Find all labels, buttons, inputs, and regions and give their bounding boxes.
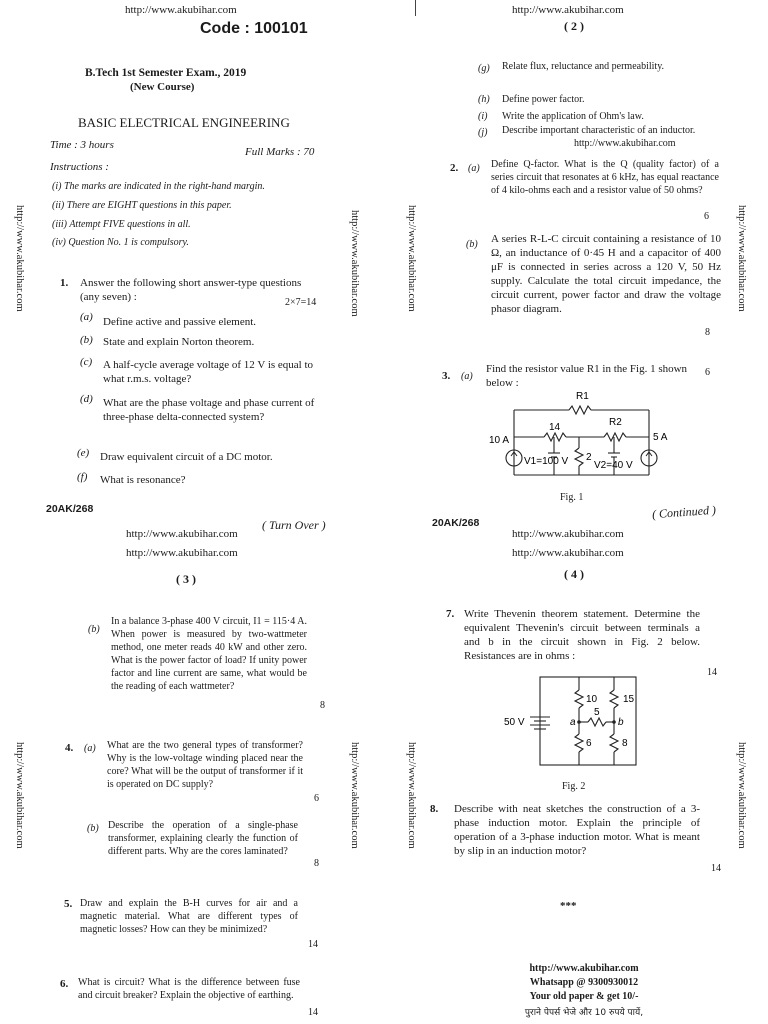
paper-code: Code : 100101 (200, 20, 308, 37)
fig2-v50-label: 50 V (504, 717, 525, 728)
q4a-marks: 6 (314, 793, 319, 804)
figure-1-circuit (484, 385, 684, 480)
q4a-text: What are the two general types of transformer? Why is the low-voltage winding placed near the core? What will be the output of transformer if it is operated on DC supply? (107, 740, 303, 790)
q8-number: 8. (430, 803, 439, 815)
header-url-2[interactable]: http://www.akubihar.com (512, 547, 624, 559)
fig2-r6-label: 6 (586, 738, 592, 749)
page-1 (0, 0, 384, 532)
header-url[interactable]: http://www.akubihar.com (126, 528, 238, 540)
q1-marks: 2×7=14 (285, 297, 317, 308)
side-url-left: http://www.akubihar.com (406, 742, 417, 849)
fig2-r8-label: 8 (622, 738, 628, 749)
binding-mark (415, 0, 416, 16)
fig1-v1-label: V1=100 V (524, 456, 569, 467)
q5-marks: 14 (308, 939, 318, 950)
q7-number: 7. (446, 608, 455, 620)
q4a-label: (a) (84, 743, 96, 754)
q1g-text: Relate flux, reluctance and permeability. (502, 61, 665, 72)
figure-2-circuit (504, 672, 654, 772)
q3b-marks: 8 (320, 700, 325, 711)
q8-marks: 14 (711, 863, 721, 874)
fig1-r1-label: R1 (576, 391, 589, 402)
page-3 (0, 512, 384, 1024)
footer-code: 20AK/268 (46, 503, 94, 515)
fig1-r2-label: R2 (609, 417, 622, 428)
q6-text: What is circuit? What is the difference between fuse and circuit breaker? Explain the objective of earthing. (78, 977, 300, 1001)
q1i-label: (i) (478, 111, 488, 122)
header-url[interactable]: http://www.akubihar.com (125, 4, 237, 16)
q1b-text: State and explain Norton theorem. (103, 336, 255, 348)
q1a-label: (a) (80, 311, 93, 323)
side-url-right: http://www.akubihar.com (349, 210, 360, 317)
fig2-a-label: a (570, 717, 576, 728)
q5-number: 5. (64, 898, 73, 910)
instructions-title: Instructions : (50, 161, 109, 173)
q3a-marks: 6 (705, 367, 710, 378)
fig2-r10-label: 10 (586, 694, 598, 705)
q1e-text: Draw equivalent circuit of a DC motor. (100, 451, 273, 463)
q1e-label: (e) (77, 447, 90, 459)
instruction-3: (iii) Attempt FIVE questions in all. (52, 219, 191, 230)
q1h-label: (h) (478, 94, 490, 105)
promo-url[interactable]: http://www.akubihar.com (529, 963, 639, 974)
side-url-left: http://www.akubihar.com (14, 742, 25, 849)
footer-code: 20AK/268 (432, 517, 480, 529)
side-url-right: http://www.akubihar.com (736, 742, 747, 849)
header-url-2[interactable]: http://www.akubihar.com (126, 547, 238, 559)
exam-title: B.Tech 1st Semester Exam., 2019 (85, 67, 247, 79)
fig2-b-label: b (618, 717, 624, 728)
q1-stem: Answer the following short answer-type questions (any seven) : (80, 277, 302, 303)
q5-text: Draw and explain the B-H curves for air and a magnetic material. What are different types of magnetic losses? How can they be minimized? (80, 898, 298, 935)
q1f-label: (f) (77, 471, 88, 483)
q6-marks: 14 (308, 1007, 318, 1018)
q1j-label: (j) (478, 127, 488, 138)
course-type: (New Course) (130, 81, 195, 93)
q3a-label: (a) (461, 371, 473, 382)
end-stars: *** (560, 900, 577, 912)
instruction-1: (i) The marks are indicated in the right-hand margin. (52, 181, 265, 192)
page-number: ( 4 ) (564, 567, 584, 581)
q3-number: 3. (442, 370, 451, 382)
q2b-text: A series R-L-C circuit containing a resistance of 10 Ω, an inductance of 0·45 H and a capacitor of 400 μF is connected in series across a 120 V, 50 Hz supply. Calculate the total circuit impedance, the circuit current, power factor and draw the voltage phasor diagram. (491, 233, 721, 315)
side-url-left: http://www.akubihar.com (406, 205, 417, 312)
q1f-text: What is resonance? (100, 474, 186, 486)
subject-title: BASIC ELECTRICAL ENGINEERING (78, 115, 290, 130)
q6-number: 6. (60, 978, 69, 990)
side-url-right: http://www.akubihar.com (736, 205, 747, 312)
side-url-left: http://www.akubihar.com (14, 205, 25, 312)
q4b-label: (b) (87, 823, 99, 834)
promo-whatsapp: Whatsapp @ 9300930012 (529, 977, 639, 988)
fig1-i5-label: 5 A (653, 432, 668, 443)
fig1-caption: Fig. 1 (560, 492, 584, 503)
page-number: ( 3 ) (176, 572, 196, 586)
full-marks: Full Marks : 70 (245, 146, 315, 158)
instruction-2: (ii) There are EIGHT questions in this paper. (52, 200, 232, 211)
q1g-label: (g) (478, 63, 490, 74)
page-number: ( 2 ) (564, 19, 584, 33)
q4b-marks: 8 (314, 858, 319, 869)
header-url[interactable]: http://www.akubihar.com (512, 4, 624, 16)
promo-offer: Your old paper & get 10/- (529, 991, 639, 1002)
q7-marks: 14 (707, 667, 717, 678)
q1c-label: (c) (80, 356, 93, 368)
q1h-text: Define power factor. (502, 94, 585, 105)
q1b-label: (b) (80, 334, 93, 346)
page-2 (384, 0, 768, 529)
inline-url[interactable]: http://www.akubihar.com (574, 138, 676, 149)
q2a-marks: 6 (704, 211, 709, 222)
q2-number: 2. (450, 162, 459, 174)
q4b-text: Describe the operation of a single-phase transformer, explaining clearly the function of different parts. Why are the cores laminated? (108, 820, 298, 857)
q7-text: Write Thevenin theorem statement. Determine the equivalent Thevenin's circuit between terminals a and b in the circuit shown in Fig. 2 below. Resistances are in ohms : (464, 608, 700, 662)
q2a-label: (a) (468, 163, 480, 174)
fig2-r5-label: 5 (594, 707, 600, 718)
q2b-marks: 8 (705, 327, 710, 338)
instruction-4: (iv) Question No. 1 is compulsory. (52, 237, 189, 248)
header-url[interactable]: http://www.akubihar.com (512, 528, 624, 540)
q1j-text: Describe important characteristic of an inductor. (502, 125, 696, 136)
q1d-text: What are the phase voltage and phase current of three-phase delta-connected system? (103, 397, 315, 423)
page-4 (384, 512, 768, 1024)
q1i-text: Write the application of Ohm's law. (502, 111, 644, 122)
fig1-r14-label: 14 (549, 422, 561, 433)
side-url-right: http://www.akubihar.com (349, 742, 360, 849)
fig1-i10-label: 10 A (489, 435, 510, 446)
q1-number: 1. (60, 277, 69, 289)
fig1-v2-label: V2=40 V (594, 460, 633, 471)
fig2-caption: Fig. 2 (562, 781, 586, 792)
exam-time: Time : 3 hours (50, 139, 114, 151)
q2a-text: Define Q-factor. What is the Q (quality factor) of a series circuit that resonates at 6 kHz, has equal reactance of 4 kilo-ohms each and a resistor value of 50 ohms? (491, 159, 719, 196)
fig1-r2val-label: 2 (586, 452, 592, 463)
continued-label: ( Continued ) (651, 502, 717, 522)
q1c-text: A half-cycle average voltage of 12 V is equal to what r.m.s. voltage? (103, 359, 314, 385)
q3b-text: In a balance 3-phase 400 V circuit, I1 = 115·4 A. When power is measured by two-wattmeter method, one meter reads 40 kW and other zero. What is the power factor of load? If unity power factor and line current are same, what would be the reading of each wattmeter? (111, 616, 307, 692)
fig2-r15-label: 15 (623, 694, 635, 705)
promo-hindi: पुराने पेपर्स भेजे और 10 रुपये पायें, (524, 1008, 644, 1018)
q1d-label: (d) (80, 393, 93, 405)
q1a-text: Define active and passive element. (103, 316, 257, 328)
q8-text: Describe with neat sketches the construction of a 3-phase induction motor. Explain the principle of operation of a 3-phase induction motor. What is meant by slip in an induction motor? (454, 803, 700, 857)
q4-number: 4. (65, 742, 74, 754)
q3b-label: (b) (88, 624, 100, 635)
turn-over: ( Turn Over ) (262, 518, 326, 532)
q2b-label: (b) (466, 239, 478, 250)
q3a-text: Find the resistor value R1 in the Fig. 1 shown below : (486, 363, 688, 389)
